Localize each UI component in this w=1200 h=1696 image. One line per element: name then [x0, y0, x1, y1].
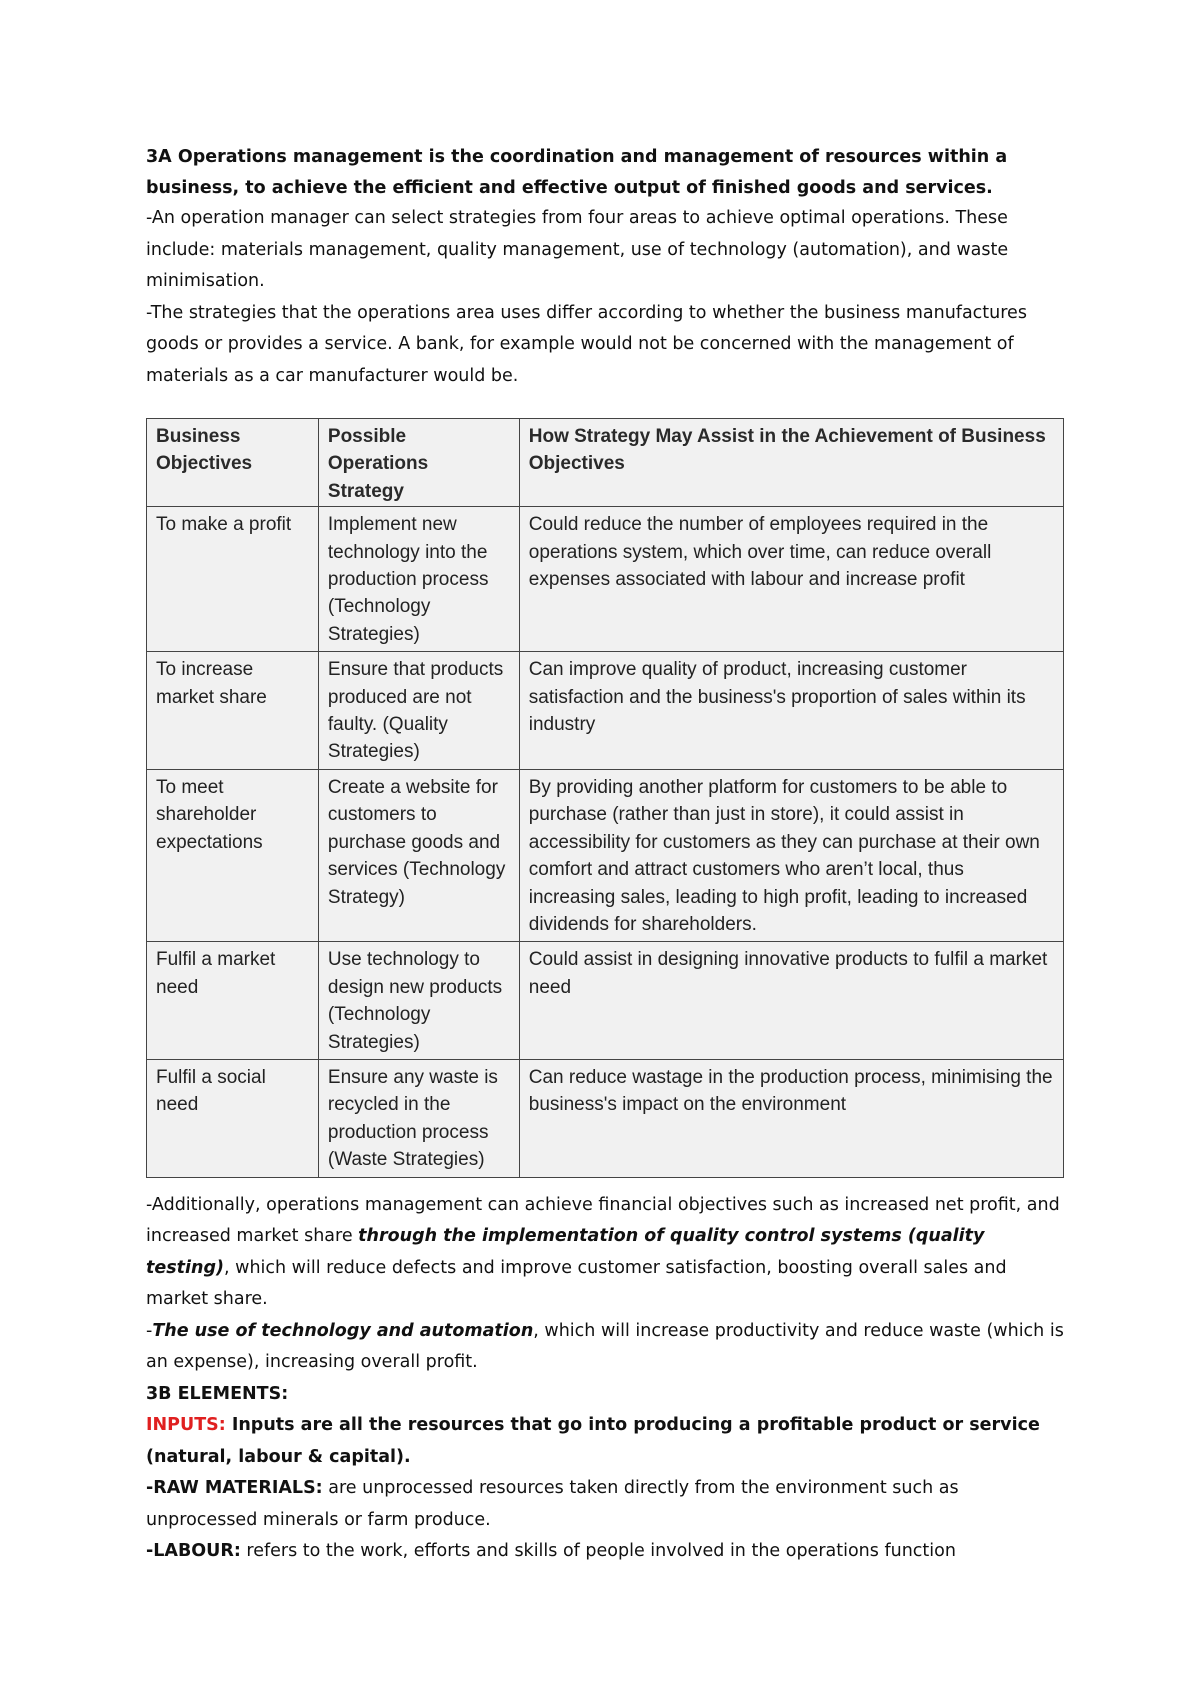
labour-text: refers to the work, efforts and skills of people involved in the operations function	[240, 1541, 956, 1562]
raw-materials-paragraph	[146, 1473, 1064, 1536]
assist-cell: Could reduce the number of employees required in the operations system, which over time, can reduce overall expenses associated with labour and increase profit	[519, 507, 1063, 652]
section-3a-heading: 3A Operations management is the coordination and management of resources within a business, to achieve the efficient and effective output of finished goods and services.	[146, 147, 1008, 198]
technology-emphasis: The use of technology and automation	[152, 1320, 534, 1341]
raw-materials-label: -RAW MATERIALS:	[146, 1478, 323, 1499]
inputs-paragraph	[146, 1410, 1064, 1473]
document-page	[146, 142, 1064, 1568]
table-row	[147, 1059, 1064, 1177]
strategy-cell: Ensure any waste is recycled in the production process (Waste Strategies)	[318, 1059, 519, 1177]
technology-text-end: , which will increase productivity and reduce waste (which is an expense), increasing overall profit.	[146, 1320, 1064, 1373]
quality-control-emphasis: through the implementation of quality control systems (quality testing)	[146, 1226, 985, 1278]
objective-cell: Fulfil a market need	[147, 942, 319, 1060]
raw-materials-text: are unprocessed resources taken directly from the environment such as unprocessed minerals or farm produce.	[146, 1478, 959, 1530]
section-3a-paragraph-2: -The strategies that the operations area uses differ according to whether the business manufactures goods or provides a service. A bank, for example would not be concerned with the management of materials as a car manufacturer would be.	[146, 302, 1027, 386]
objective-cell: Fulfil a social need	[147, 1059, 319, 1177]
objective-cell: To increase market share	[147, 652, 319, 770]
labour-paragraph	[146, 1536, 1064, 1568]
section-3b-heading: 3B ELEMENTS:	[146, 1383, 289, 1404]
header-how-strategy-assists: How Strategy May Assist in the Achievement of Business Objectives	[519, 419, 1063, 507]
inputs-label: INPUTS:	[146, 1415, 226, 1436]
additional-text-start: -Additionally, operations management can achieve financial objectives such as increased net profit, and increased market share	[146, 1194, 1060, 1247]
table-row	[147, 652, 1064, 770]
assist-cell: Could assist in designing innovative products to fulfil a market need	[519, 942, 1063, 1060]
strategy-cell: Create a website for customers to purchase goods and services (Technology Strategy)	[318, 769, 519, 941]
inputs-text: Inputs are all the resources that go into producing a profitable product or service (natural, labour & capital).	[146, 1415, 1040, 1467]
table-header-row	[147, 419, 1064, 507]
additional-text-end: , which will reduce defects and improve customer satisfaction, boosting overall sales and market share.	[146, 1257, 1007, 1310]
strategy-cell: Ensure that products produced are not faulty. (Quality Strategies)	[318, 652, 519, 770]
objective-cell: To meet shareholder expectations	[147, 769, 319, 941]
table-row	[147, 942, 1064, 1060]
strategy-cell: Use technology to design new products (Technology Strategies)	[318, 942, 519, 1060]
header-operations-strategy: Possible Operations Strategy	[318, 419, 519, 507]
objective-cell: To make a profit	[147, 507, 319, 652]
assist-cell: Can reduce wastage in the production process, minimising the business's impact on the environment	[519, 1059, 1063, 1177]
header-business-objectives: Business Objectives	[147, 419, 319, 507]
additional-objectives-paragraph	[146, 1190, 1064, 1316]
assist-cell: By providing another platform for customers to be able to purchase (rather than just in store), it could assist in accessibility for customers as they can purchase at their own comfort and attract customers who aren’t local, thus increasing sales, leading to high profit, leading to increased dividends for shareholders.	[519, 769, 1063, 941]
table-row	[147, 507, 1064, 652]
labour-label: -LABOUR:	[146, 1541, 241, 1562]
table-row	[147, 769, 1064, 941]
operations-strategy-table	[146, 418, 1064, 1178]
technology-dash: -	[146, 1320, 153, 1341]
technology-paragraph	[146, 1316, 1064, 1379]
section-3a-paragraph-1: -An operation manager can select strategies from four areas to achieve optimal operations. These include: materials management, quality management, use of technology (automation), and waste minimisation.	[146, 208, 1009, 291]
assist-cell: Can improve quality of product, increasing customer satisfaction and the business's proportion of sales within its industry	[519, 652, 1063, 770]
strategy-cell: Implement new technology into the production process (Technology Strategies)	[318, 507, 519, 652]
